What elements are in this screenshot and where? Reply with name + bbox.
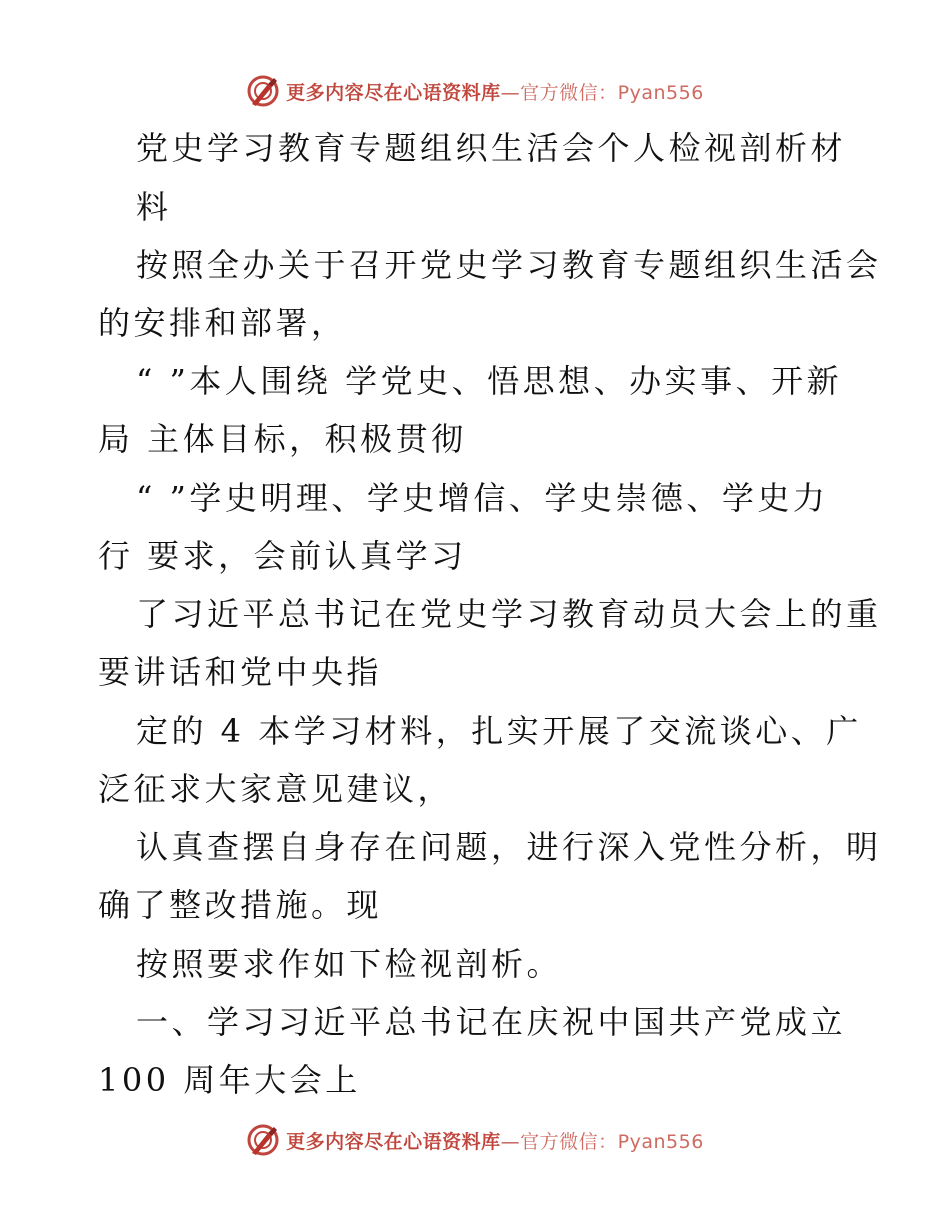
body-line: 泛征求大家意见建议， [98,770,454,808]
body-line: 按照要求作如下检视剖析。 [136,945,563,983]
document-title-line: 党史学习教育专题组织生活会个人检视剖析材 [136,129,847,167]
watermark-brand: 更多内容尽在心语资料库 [286,81,501,104]
body-line: 100 周年大会上 [98,1061,361,1099]
watermark-text [286,1127,704,1154]
watermark-separator: — [500,81,521,104]
pen-logo-icon [246,74,280,108]
body-line: 认真查摆自身存在问题，进行深入党性分析，明 [136,828,882,866]
body-line: 要讲话和党中央指 [98,653,383,691]
body-line: 了习近平总书记在党史学习教育动员大会上的重 [136,595,882,633]
section-heading: 一、学习习近平总书记在庆祝中国共产党成立 [136,1003,847,1041]
watermark-wechat: 官方微信：Pyan556 [520,1130,704,1153]
body-line: “ ”学史明理、学史增信、学史崇德、学史力 [136,479,829,517]
watermark-banner-bottom [0,1120,950,1160]
body-line: 定的 4 本学习材料，扎实开展了交流谈心、广 [136,712,862,750]
document-title-line: 料 [136,188,172,226]
pen-logo-icon [246,1123,280,1157]
watermark-text [286,78,704,105]
body-line: 的安排和部署， [98,304,347,342]
body-line: 确了整改措施。现 [98,886,383,924]
watermark-banner-top [0,71,950,111]
body-line: 局 主体目标，积极贯彻 [98,420,467,458]
watermark-wechat: 官方微信：Pyan556 [520,81,704,104]
body-line: 按照全办关于召开党史学习教育专题组织生活会 [136,246,882,284]
body-line: 行 要求，会前认真学习 [98,537,467,575]
watermark-separator: — [500,1130,521,1153]
body-line: “ ”本人围绕 学党史、悟思想、办实事、开新 [136,362,843,400]
watermark-brand: 更多内容尽在心语资料库 [286,1130,501,1153]
